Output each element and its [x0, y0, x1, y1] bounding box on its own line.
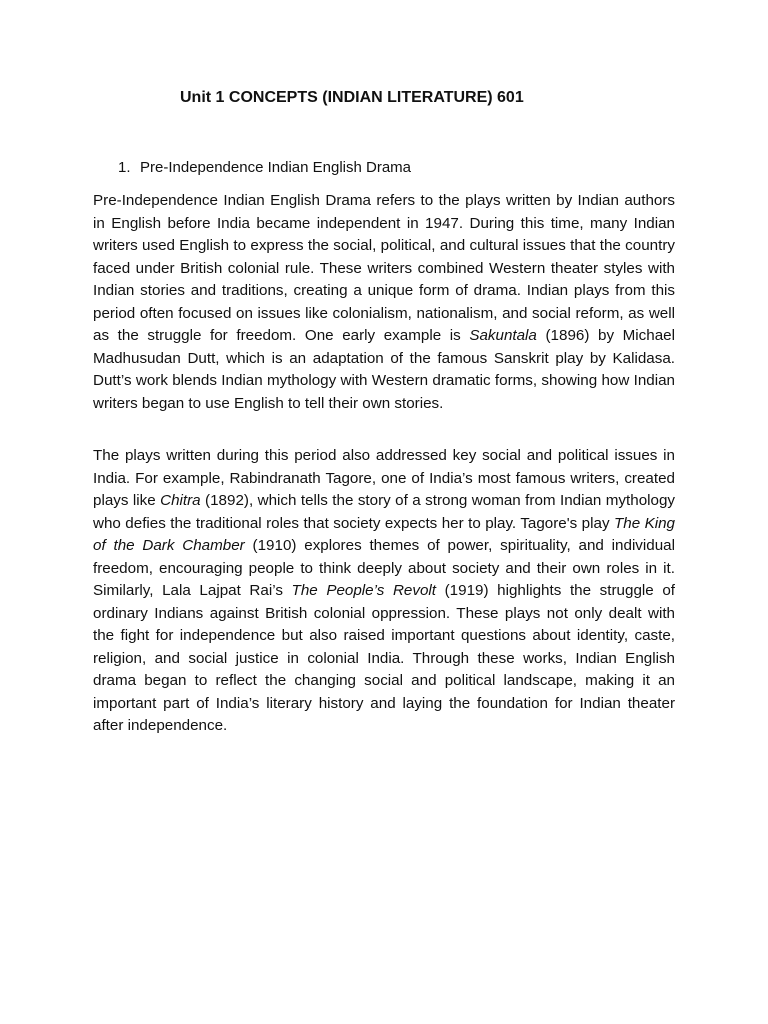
paragraph-2-text-a: The plays written during this period also addressed key social and political issues in India. For example, Rabindranath Tagore, one of India’s most famous writers, created plays like: [93, 447, 675, 509]
paragraph-1-text-b: (1896) by Michael Madhusudan Dutt, which is an adaptation of the famous Sanskrit play by Kalidasa. Dutt’s work blends Indian mythology with Western dramatic forms, showing how Indian writers began to use English to tell their own stories.: [93, 327, 675, 412]
italic-title-king-dark-chamber: The King of the Dark Chamber: [93, 514, 675, 554]
paragraph-2: [93, 445, 675, 738]
paragraph-1-text-a: Pre-Independence Indian English Drama refers to the plays written by Indian authors in English before India became independent in 1947. During this time, many Indian writers used English to express the social, political, and cultural issues that the country faced under British colonial rule. These writers combined Western theater styles with Indian stories and traditions, creating a unique form of drama. Indian plays from this period often focused on issues like colonialism, nationalism, and social reform, as well as the struggle for freedom. One early example is: [93, 192, 675, 344]
italic-title-peoples-revolt: The People’s Revolt: [291, 582, 436, 599]
paragraph-2-text-d: (1919) highlights the struggle of ordinary Indians against British colonial oppression. These plays not only dealt with the fight for independence but also raised important questions about identity, caste, religion, and social justice in colonial India. Through these works, Indian English drama began to reflect the changing social and political landscape, making it an important part of India’s literary history and laying the foundation for Indian theater after independence.: [93, 582, 675, 734]
italic-title-chitra: Chitra: [160, 492, 201, 509]
italic-title-sakuntala: Sakuntala: [469, 327, 537, 344]
paragraph-2-text-c: (1910) explores themes of power, spirituality, and individual freedom, encouraging people to think deeply about society and their own roles in it. Similarly, Lala Lajpat Rai’s: [93, 537, 675, 599]
paragraph-1: [93, 190, 675, 415]
section-number: 1.: [118, 159, 131, 176]
section-heading-text: Pre-Independence Indian English Drama: [140, 159, 412, 176]
section-heading: [118, 159, 411, 176]
document-title: Unit 1 CONCEPTS (INDIAN LITERATURE) 601: [180, 89, 524, 106]
paragraph-2-text-b: (1892), which tells the story of a strong woman from Indian mythology who defies the traditional roles that society expects her to play. Tagore's play: [93, 492, 676, 532]
